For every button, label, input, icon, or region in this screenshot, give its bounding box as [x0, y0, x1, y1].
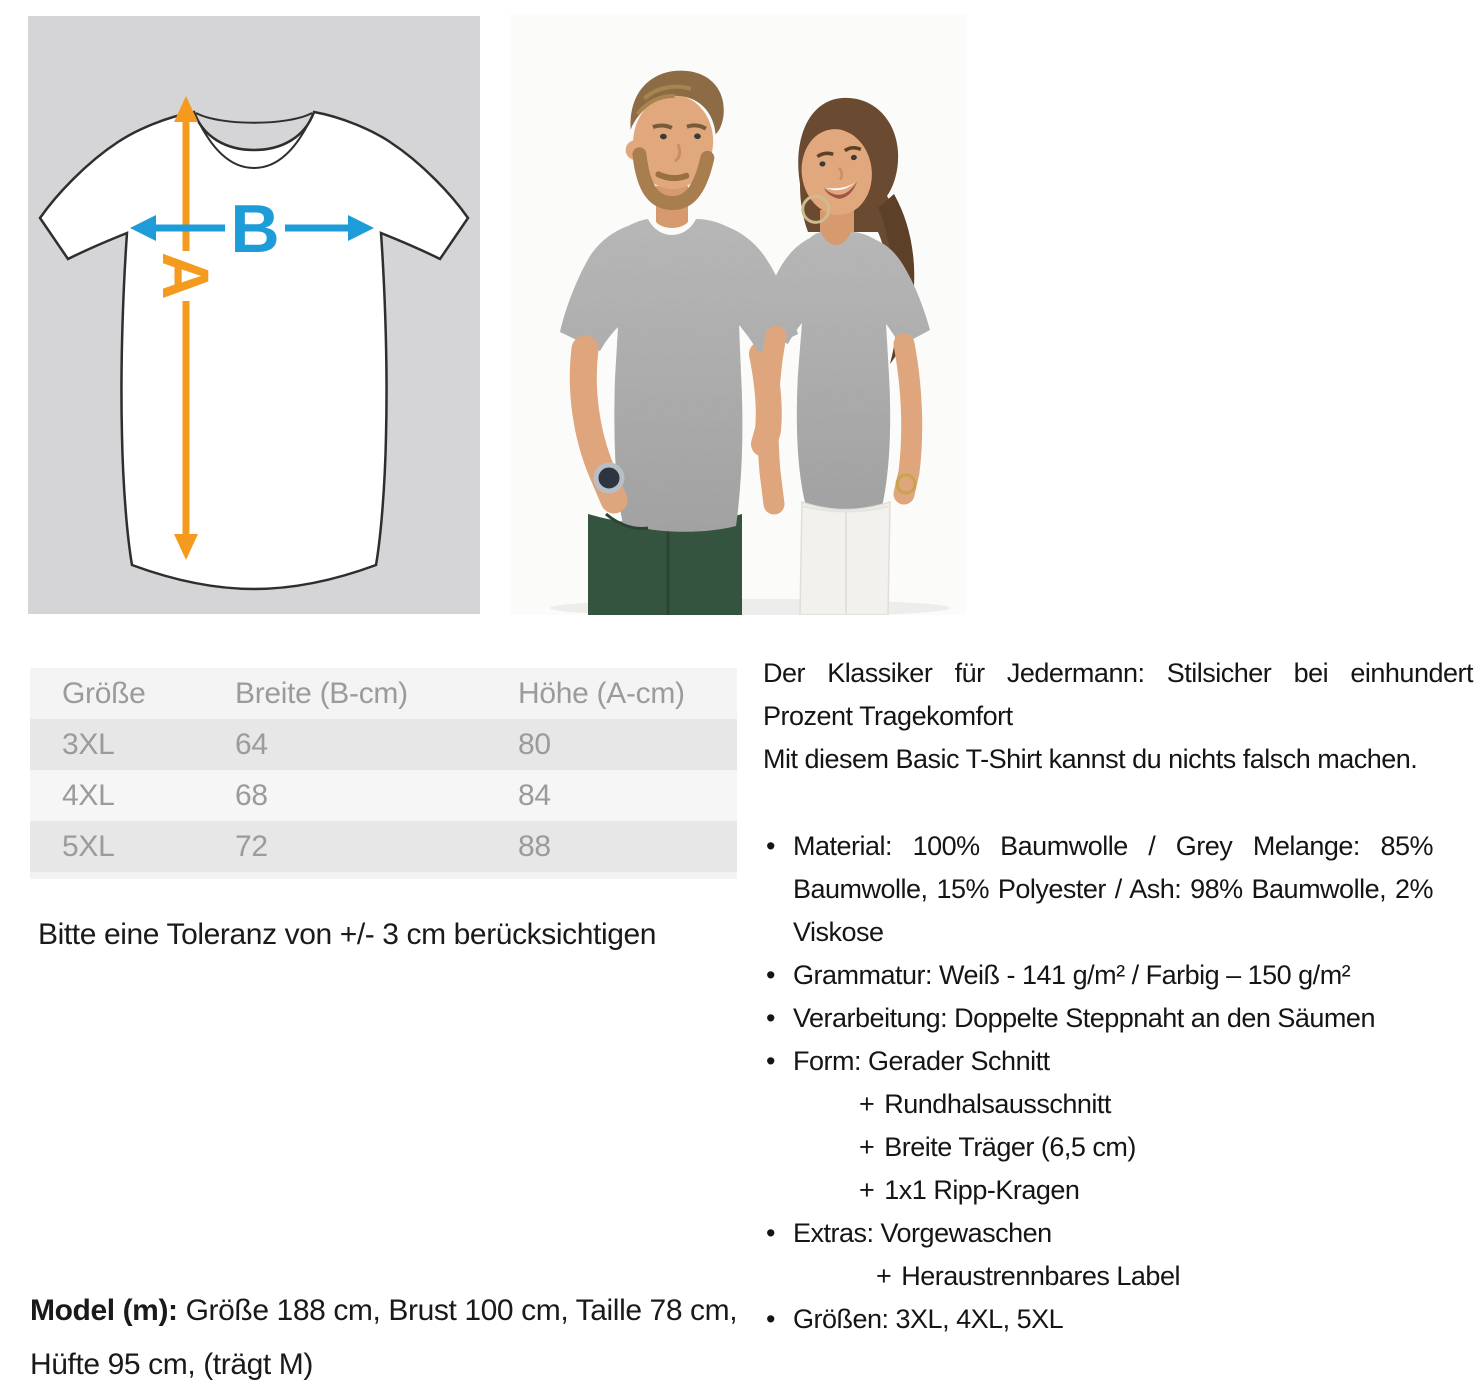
model-info-label: Model (m):	[30, 1294, 178, 1327]
plus-marker: +	[876, 1261, 892, 1291]
plus-marker: +	[859, 1089, 875, 1119]
model-info	[30, 1284, 802, 1392]
feature-subitem	[763, 1126, 1473, 1169]
tshirt-measurement-diagram	[28, 16, 480, 614]
measure-label-a: A	[149, 252, 223, 300]
plus-marker: +	[859, 1175, 875, 1205]
feature-item	[763, 954, 1473, 997]
size-diagram-panel	[28, 16, 480, 614]
feature-text: Breite Träger (6,5 cm)	[884, 1132, 1136, 1162]
feature-text: Heraustrennbares Label	[901, 1261, 1180, 1291]
table-row	[30, 719, 737, 770]
table-row	[30, 770, 737, 821]
feature-text: 1x1 Ripp-Kragen	[884, 1175, 1080, 1205]
bullet-marker: •	[766, 1003, 775, 1033]
hoehe-cell: 80	[518, 727, 551, 761]
models-photo-illustration	[510, 14, 966, 615]
bullet-marker: •	[766, 1046, 775, 1076]
feature-item	[763, 1212, 1473, 1255]
feature-subitem	[763, 1255, 1473, 1298]
hoehe-cell: 84	[518, 778, 551, 812]
feature-subitem	[763, 1169, 1473, 1212]
bullet-marker: •	[766, 1304, 775, 1334]
bullet-marker: •	[766, 1218, 775, 1248]
tolerance-note: Bitte eine Toleranz von +/- 3 cm berücksichtigen	[38, 918, 657, 951]
breite-cell: 68	[235, 778, 268, 812]
feature-text: Extras: Vorgewaschen	[793, 1218, 1052, 1248]
hoehe-cell: 88	[518, 829, 551, 863]
bullet-marker: •	[766, 831, 775, 861]
collar-back-seam	[196, 113, 312, 123]
bullet-marker: •	[766, 960, 775, 990]
description-paragraph: Mit diesem Basic T-Shirt kannst du nichts falsch machen.	[763, 744, 1418, 774]
feature-text: Rundhalsausschnitt	[884, 1089, 1111, 1119]
size-cell: 5XL	[62, 829, 115, 863]
table-footer-strip	[30, 872, 737, 879]
size-cell: 3XL	[62, 727, 115, 761]
plus-marker: +	[859, 1132, 875, 1162]
feature-item	[763, 997, 1473, 1040]
feature-text: Form: Gerader Schnitt	[793, 1046, 1050, 1076]
feature-text: Größen: 3XL, 4XL, 5XL	[793, 1304, 1064, 1334]
breite-cell: 72	[235, 829, 268, 863]
product-description	[763, 652, 1473, 1341]
feature-item	[763, 825, 1433, 954]
column-header-hoehe: Höhe (A-cm)	[518, 676, 685, 710]
tshirt-outline	[40, 112, 468, 589]
column-header-groesse: Größe	[62, 676, 146, 710]
feature-subitem	[763, 1083, 1473, 1126]
measure-label-b: B	[230, 191, 280, 267]
size-cell: 4XL	[62, 778, 115, 812]
table-row	[30, 821, 737, 872]
feature-item	[763, 1298, 1473, 1341]
description-paragraph: Der Klassiker für Jedermann: Stilsicher bei einhundert Prozent Tragekomfort	[763, 658, 1473, 731]
feature-list	[763, 825, 1473, 1341]
size-table	[30, 668, 737, 879]
feature-item	[763, 1040, 1473, 1083]
wrist-watch	[596, 465, 622, 491]
breite-cell: 64	[235, 727, 268, 761]
size-table-header	[30, 668, 737, 719]
product-photo	[510, 14, 966, 615]
feature-text: Verarbeitung: Doppelte Steppnaht an den Säumen	[793, 1003, 1375, 1033]
model-info-details: Größe 188 cm, Brust 100 cm, Taille 78 cm, Hüfte 95 cm, (trägt M)	[30, 1294, 738, 1381]
feature-text: Grammatur: Weiß - 141 g/m² / Farbig – 150 g/m²	[793, 960, 1351, 990]
feature-text: Material: 100% Baumwolle / Grey Melange: 85% Baumwolle, 15% Polyester / Ash: 98% Baumwolle, 2% Viskose	[793, 831, 1433, 947]
column-header-breite: Breite (B-cm)	[235, 676, 408, 710]
